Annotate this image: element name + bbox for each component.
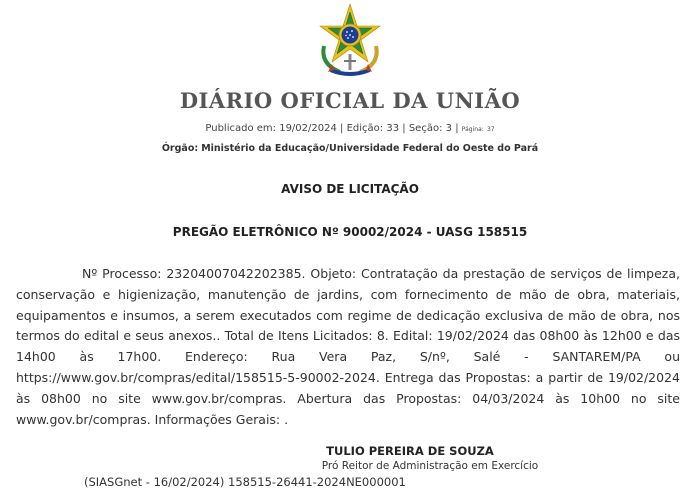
edition-number: 33 xyxy=(386,123,400,134)
organ-name: Ministério da Educação/Universidade Federal do Oeste do Pará xyxy=(201,143,539,154)
page-label: Página: xyxy=(461,126,484,133)
notice-body: Nº Processo: 23204007042202385. Objeto: Contratação da prestação de serviços de limpeza, conservação e higienização, manutenção de jardins, com fornecimento de mão de obra, materiais, equipamentos e insumos, a serem executados com regime de dedicação exclusiva de mão de obra, nos termos do edital e seus anexos.. Total de Itens Licitados: 8. Edital: 19/02/2024 das 08h00 às 12h00 e das 14h00 às 17h00. Endereço: Rua Vera Paz, S/nº, Salé - SANTAREM/PA ou https://www.gov.br/compras/edital/158515-5-90002-2024. Entrega das Propostas: a partir de 19/02/2024 às 08h00 no site www.gov.br/compras. Abertura das Propostas: 04/03/2024 às 10h00 no site www.gov.br/compras. Informações Gerais: . xyxy=(16,266,680,427)
page-title: DIÁRIO OFICIAL DA UNIÃO xyxy=(179,88,521,113)
organ-label: Órgão: xyxy=(161,143,199,154)
siasg-reference: (SIASGnet - 16/02/2024) 158515-26441-2024NE000001 xyxy=(84,475,406,489)
publication-meta: Publicado em: 19/02/2024 | Edição: 33 | Seção: 3 | Página: 37 xyxy=(205,123,495,134)
edition-label: Edição: xyxy=(346,123,384,134)
signer-role: Pró Reitor de Administração em Exercício xyxy=(321,460,539,472)
page-number: 37 xyxy=(486,126,495,133)
published-date: 19/02/2024 xyxy=(279,123,337,134)
section-label: Seção: xyxy=(408,123,443,134)
signer-name: TULIO PEREIRA DE SOUZA xyxy=(326,444,494,458)
notice-type: AVISO DE LICITAÇÃO xyxy=(281,182,419,196)
section-number: 3 xyxy=(445,123,453,134)
organ-line xyxy=(0,143,700,154)
brazil-coat-of-arms-icon xyxy=(310,2,390,78)
published-label: Publicado em: xyxy=(205,123,277,134)
notice-heading: PREGÃO ELETRÔNICO Nº 90002/2024 - UASG 158515 xyxy=(172,225,528,239)
